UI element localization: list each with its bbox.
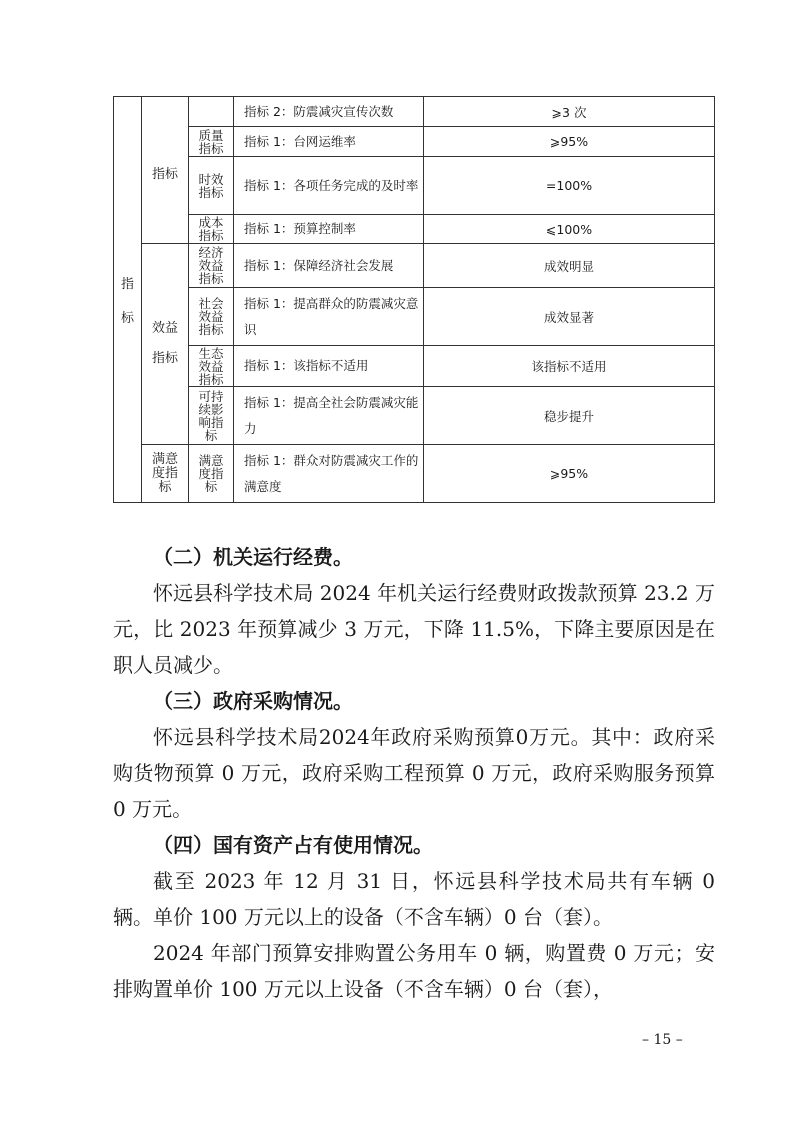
paragraph: 截至 2023 年 12 月 31 日，怀远县科学技术局共有车辆 0 辆。单价 100 万元以上的设备（不含车辆）0 台（套）。	[113, 869, 715, 929]
table-row	[114, 127, 715, 157]
table-row	[114, 387, 715, 445]
level0-cell: 指标	[114, 97, 142, 503]
value-cell: 稳步提升	[424, 387, 715, 445]
value-cell: ⩽100%	[424, 215, 715, 244]
level2-cell: 可持续影响指标	[189, 387, 234, 445]
table-row	[114, 346, 715, 387]
page-number: – 15 –	[642, 1032, 683, 1048]
level1-cell: 满意度指标	[142, 445, 189, 503]
value-cell: =100%	[424, 157, 715, 215]
section-heading: （四）国有资产占有使用情况。	[153, 833, 433, 857]
table-row	[114, 244, 715, 288]
level2-cell: 生态效益指标	[189, 346, 234, 387]
indicator-cell: 指标 1：各项任务完成的及时率	[234, 157, 424, 215]
indicator-cell: 指标 1：台网运维率	[234, 127, 424, 157]
paragraph: 怀远县科学技术局2024年政府采购预算0万元。其中：政府采购货物预算 0 万元，政府采购工程预算 0 万元，政府采购服务预算 0 万元。	[113, 725, 715, 821]
value-cell: ⩾3 次	[424, 97, 715, 127]
indicator-cell: 指标 2：防震减灾宣传次数	[234, 97, 424, 127]
performance-indicator-table	[113, 96, 715, 503]
level2-cell: 满意度指标	[189, 445, 234, 503]
indicator-cell: 指标 1：预算控制率	[234, 215, 424, 244]
indicator-cell: 指标 1：提高群众的防震减灾意识	[234, 288, 424, 346]
level2-cell: 社会效益指标	[189, 288, 234, 346]
table-row	[114, 97, 715, 127]
section-heading: （二）机关运行经费。	[153, 545, 353, 569]
value-cell: ⩾95%	[424, 127, 715, 157]
table-row	[114, 215, 715, 244]
level2-cell	[189, 97, 234, 127]
paragraph: 怀远县科学技术局 2024 年机关运行经费财政拨款预算 23.2 万元，比 2023 年预算减少 3 万元，下降 11.5%，下降主要原因是在职人员减少。	[113, 581, 715, 677]
table-row	[114, 445, 715, 503]
level2-cell: 经济效益指标	[189, 244, 234, 288]
body-content	[113, 539, 715, 1007]
indicator-cell: 指标 1：提高全社会防震减灾能力	[234, 387, 424, 445]
level1-cell: 效益指标	[142, 244, 189, 445]
value-cell: ⩾95%	[424, 445, 715, 503]
level2-cell: 时效指标	[189, 157, 234, 215]
section-heading: （三）政府采购情况。	[153, 689, 353, 713]
value-cell: 成效明显	[424, 244, 715, 288]
level1-cell: 指标	[142, 97, 189, 244]
indicator-cell: 指标 1：保障经济社会发展	[234, 244, 424, 288]
level2-cell: 质量指标	[189, 127, 234, 157]
value-cell: 该指标不适用	[424, 346, 715, 387]
indicator-cell: 指标 1：该指标不适用	[234, 346, 424, 387]
indicator-cell: 指标 1：群众对防震减灾工作的满意度	[234, 445, 424, 503]
level2-cell: 成本指标	[189, 215, 234, 244]
value-cell: 成效显著	[424, 288, 715, 346]
table-row	[114, 157, 715, 215]
table-row	[114, 288, 715, 346]
paragraph: 2024 年部门预算安排购置公务用车 0 辆，购置费 0 万元；安排购置单价 100 万元以上设备（不含车辆）0 台（套），	[113, 941, 715, 1001]
